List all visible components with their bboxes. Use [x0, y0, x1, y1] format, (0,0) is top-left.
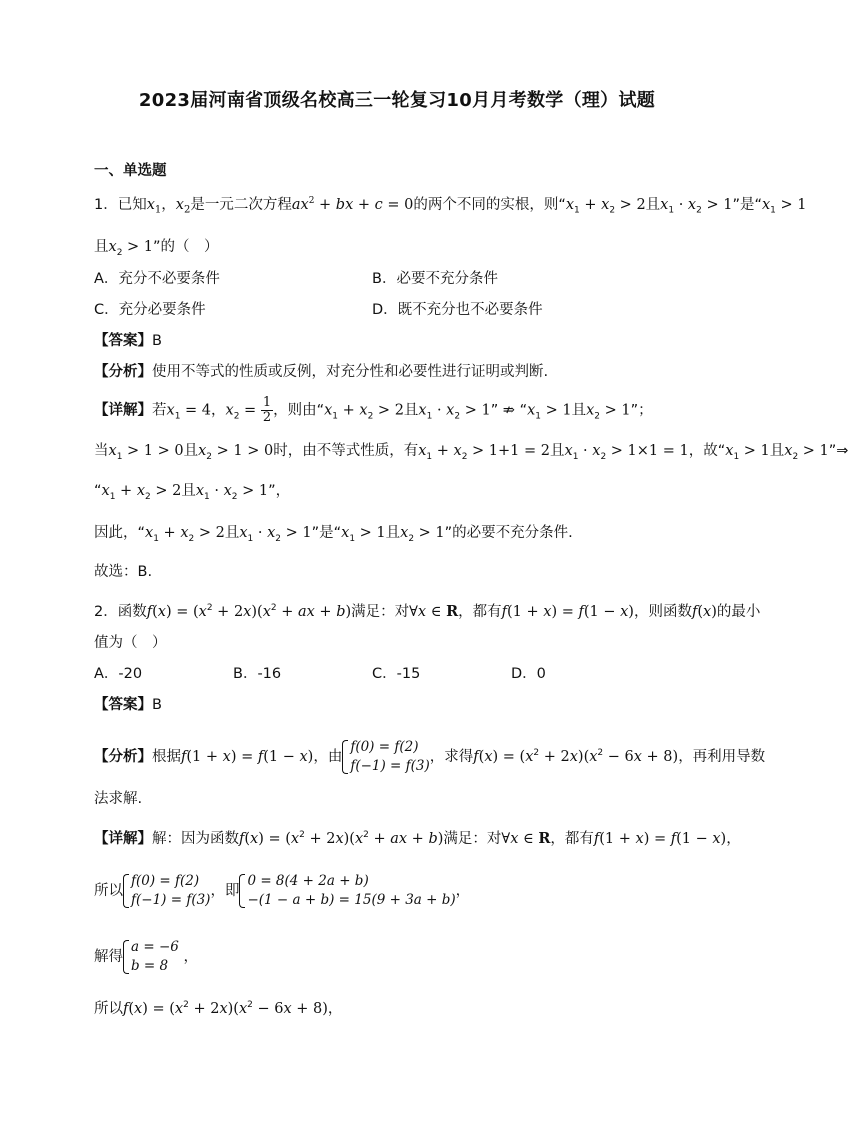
q1-detail-line2: 当$x_1 > 1 > 0$且$x_2 > 1 > 0$时，由不等式性质，有$x_1 + x_2 > 1+1 = 2$且$x_1 \cdot x_2 > 1\times 1 = 1$，故“$x_1 > 1$且$x_2$ > 1”⇒ [94, 443, 848, 462]
q2-detail-final: 所以$f(x) = (x^2 + 2x)(x^2 - 6x + 8)$， [94, 1000, 343, 1017]
q1-detail-line3: “$x_1 + x_2 > 2$且$x_1 \cdot x_2 > 1$”， [94, 483, 291, 502]
q1-stem-line2: 且$x_2 > 1$”的（ ） [94, 239, 219, 258]
q1-detail-line1: 【详解】若$x_1 = 4$，$x_2$ = $\frac{1}{2}$ ，则由“$x_1 + x_2 > 2$且$x_1 \cdot x_2 > 1$” ⇏ “$x_1 > 1$且$x_2 > 1$”； [94, 395, 653, 425]
q1-option-c: C．充分必要条件 [94, 302, 206, 318]
q2-option-a: A．-20 [94, 666, 143, 682]
q2-option-d: D．0 [511, 666, 546, 682]
page-title: 2023届河南省顶级名校高三一轮复习10月月考数学（理）试题 [138, 90, 656, 111]
q2-stem-line1: 2．函数$f(x) = (x^2 + 2x)(x^2$ + ax + b)满足：对∀x ∈ R，都有f(1 + x) = f(1 − x)，则函数f(x)的最小 [94, 602, 761, 620]
q2-detail-system: 所以 f(0) = f(2) f(−1) = f(3) ，即 0 = 8(4 + 2a + b) −(1 − a + b) = 15(9 + 3a + b) ， [94, 873, 471, 908]
q2-detail-solve: 解得 a = −6 b = 8 ， [94, 939, 198, 974]
q2-detail-line1: 【详解】解：因为函数$f(x) = (x^2 + 2x)(x^2$ + ax + b)满足：对∀x ∈ R，都有f(1 + x) = f(1 − x)， [94, 829, 741, 847]
q1-option-b: B．必要不充分条件 [372, 271, 498, 287]
q2-analysis-line1: 【分析】根据f(1 + x) = f(1 − x)，由 f(0) = f(2) f(−1) = f(3) ，求得$f(x) = (x^2 + 2x)(x^2 - 6x + 8)$，再利用导数 [94, 739, 766, 774]
q1-conclusion: 因此，“$x_1 + x_2 > 2$且$x_1 \cdot x_2 > 1$”是“$x_1 > 1$且$x_2 > 1$”的必要不充分条件. [94, 525, 573, 544]
q1-option-d: D．既不充分也不必要条件 [372, 302, 543, 318]
q1-answer: 【答案】B [94, 333, 162, 349]
q2-answer: 【答案】B [94, 697, 162, 713]
q1-stem-line1: 1．已知$x_1$，$x_2$是一元二次方程$ax^2$ + bx + c = 0的两个不同的实根，则“$x_1 + x_2 > 2$且$x_1 \cdot x_2 > 1$”是“$x_1 > 1$ [94, 196, 807, 216]
section-heading: 一、单选题 [94, 163, 167, 179]
q1-option-a: A．充分不必要条件 [94, 271, 220, 287]
q2-option-b: B．-16 [233, 666, 282, 682]
q2-analysis-line2: 法求解. [94, 791, 143, 807]
q1-analysis: 【分析】使用不等式的性质或反例，对充分性和必要性进行证明或判断. [94, 364, 549, 380]
q2-stem-line2: 值为（ ） [94, 635, 167, 651]
q1-choose: 故选：B. [94, 564, 153, 580]
q2-option-c: C．-15 [372, 666, 421, 682]
